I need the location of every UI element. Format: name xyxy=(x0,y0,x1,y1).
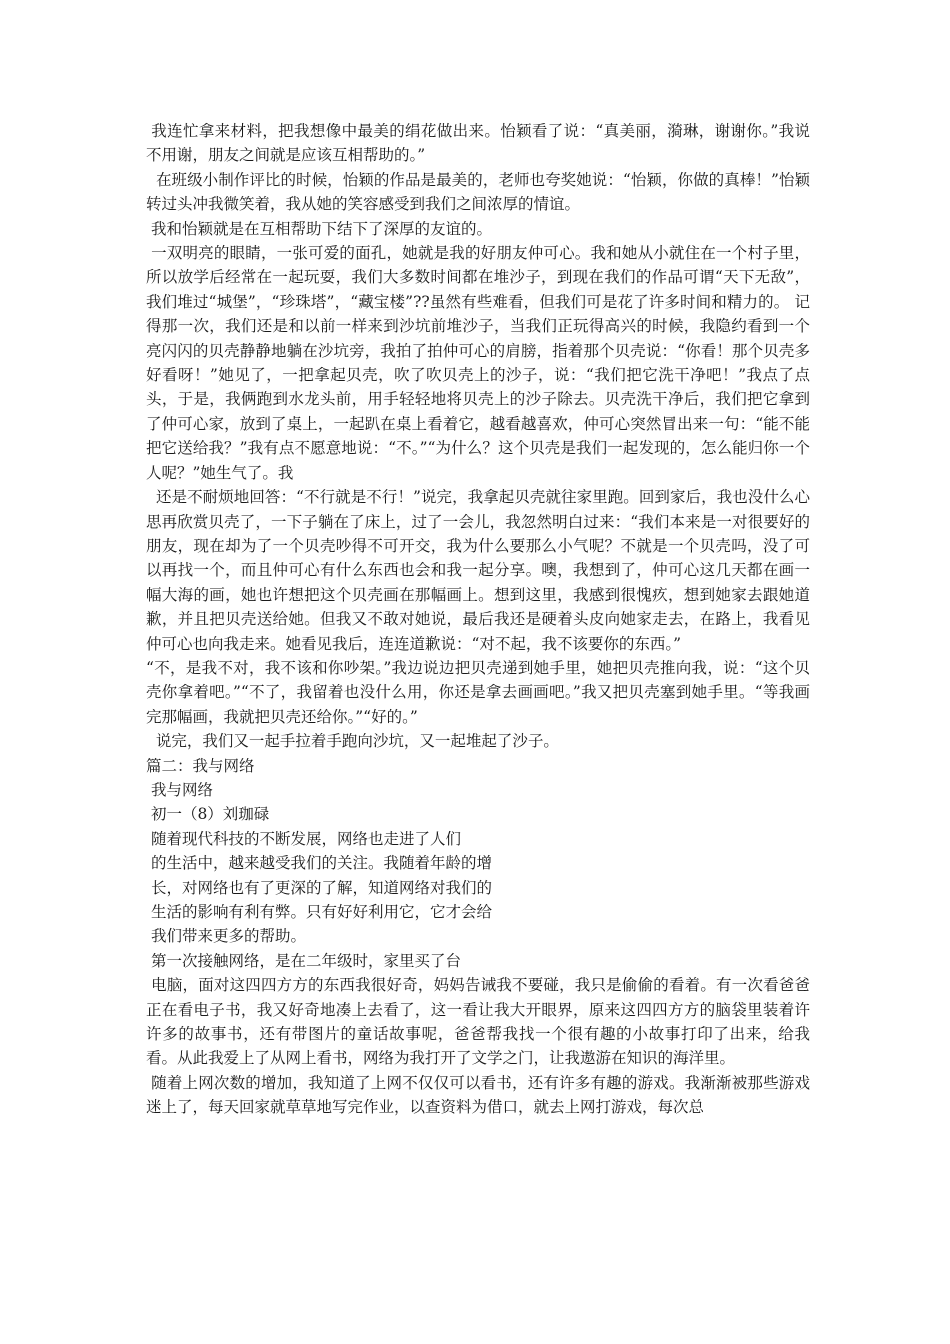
intro-line-5: 我们带来更多的帮助。 xyxy=(146,927,306,946)
essay-author: 初一（8）刘珈碌 xyxy=(146,805,270,824)
intro-line-1: 随着现代科技的不断发展，网络也走进了人们 xyxy=(146,829,461,848)
section-heading-part-two: 篇二：我与网络 xyxy=(146,756,255,775)
intro-line-4: 生活的影响有利有弊。只有好好利用它，它才会给 xyxy=(146,903,492,921)
paragraph-computer-story: 电脑，面对这四四方方的东西我很好奇，妈妈告诫我不要碰，我只是偷偷的看着。有一次看爸爸正在看电子书，我又好奇地凑上去看了，这一看让我大开眼界，原来这四四方方的脑袋里装着许许多的故事书，还有带图片的童话故事呢，爸爸帮我找一个很有趣的小故事打印了出来，给我看。从此我爱上了从网上看书，网络为我打开了文学之门，让我遨游在知识的海洋里。 xyxy=(146,976,810,1068)
paragraph-class-contest: 在班级小制作评比的时候，怡颖的作品是最美的，老师也夸奖她说：“怡颖，你做的真棒！”怡颖转过头冲我微笑着，我从她的笑容感受到我们之间浓厚的情谊。 xyxy=(146,170,810,214)
paragraph-silk-flower: 我连忙拿来材料，把我想像中最美的绢花做出来。怡颖看了说：“真美丽，漪琳，谢谢你。”我说不用谢，朋友之间就是应该互相帮助的。” xyxy=(146,122,810,165)
paragraph-shell-story: 一双明亮的眼睛，一张可爱的面孔，她就是我的好朋友仲可心。我和她从小就住在一个村子里，所以放学后经常在一起玩耍，我们大多数时间都在堆沙子，到现在我们的作品可谓“天下无敌”，我们堆过“城堡”，“珍珠塔”，“藏宝楼”??虽然有些难看，但我们可是花了许多时间和精力的。 记得那一次，我们还是和以前一样来到沙坑前堆沙子，当我们正玩得高兴的时候，我隐约看到一个亮闪闪的贝壳静静地躺在沙坑旁，我拍了拍仲可心的肩膀，指着那个贝壳说：“你看！那个贝壳多好看呀！”她见了，一把拿起贝壳，吹了吹贝壳上的沙子，说：“我们把它洗干净吧！”我点了点头，于是，我俩跑到水龙头前，用手轻轻地将贝壳上的沙子除去。贝壳洗干净后，我们把它拿到了仲可心家，放到了桌上，一起趴在桌上看着它，越看越喜欢，仲可心突然冒出来一句：“能不能把它送给我？”我有点不愿意地说：“不。”“为什么？这个贝壳是我们一起发现的，怎么能归你一个人呢？”她生气了。我 xyxy=(146,244,810,482)
paragraph-games: 随着上网次数的增加，我知道了上网不仅仅可以看书，还有许多有趣的游戏。我渐渐被那些游戏迷上了，每天回家就草草地写完作业，以查资料为借口，就去上网打游戏，每次总 xyxy=(146,1073,810,1117)
first-contact-line: 第一次接触网络，是在二年级时，家里买了台 xyxy=(146,951,461,970)
paragraph-shell-dialogue: “不，是我不对，我不该和你吵架。”我边说边把贝壳递到她手里，她把贝壳推向我，说：“这个贝壳你拿着吧。”“不了，我留着也没什么用，你还是拿去画画吧。”我又把贝壳塞到她手里。“等我画完那幅画，我就把贝壳还给你。”“好的。” xyxy=(146,658,810,726)
intro-line-3: 长，对网络也有了更深的了解，知道网络对我们的 xyxy=(146,878,492,897)
paragraph-friendship-summary: 我和怡颖就是在互相帮助下结下了深厚的友谊的。 xyxy=(146,219,492,238)
paragraph-shell-ending: 说完，我们又一起手拉着手跑向沙坑，又一起堆起了沙子。 xyxy=(146,732,559,751)
document-page xyxy=(146,119,810,1120)
essay-title: 我与网络 xyxy=(146,780,213,799)
intro-line-2: 的生活中，越来越受我们的关注。我随着年龄的增 xyxy=(146,854,492,873)
paragraph-shell-reflection: 还是不耐烦地回答：“不行就是不行！”说完，我拿起贝壳就往家里跑。回到家后，我也没什么心思再欣赏贝壳了，一下子躺在了床上，过了一会儿，我忽然明白过来：“我们本来是一对很要好的朋友，现在却为了一个贝壳吵得不可开交，我为什么要那么小气呢？不就是一个贝壳吗，没了可以再找一个，而且仲可心有什么东西也会和我一起分享。噢，我想到了，仲可心这几天都在画一幅大海的画，她也许想把这个贝壳画在那幅画上。想到这里，我感到很愧疚，想到她家去跟她道歉，并且把贝壳送给她。但我又不敢对她说，最后我还是硬着头皮向她家走去，在路上，我看见仲可心也向我走来。她看见我后，连连道歉说：“对不起，我不该要你的东西。” xyxy=(146,488,810,653)
